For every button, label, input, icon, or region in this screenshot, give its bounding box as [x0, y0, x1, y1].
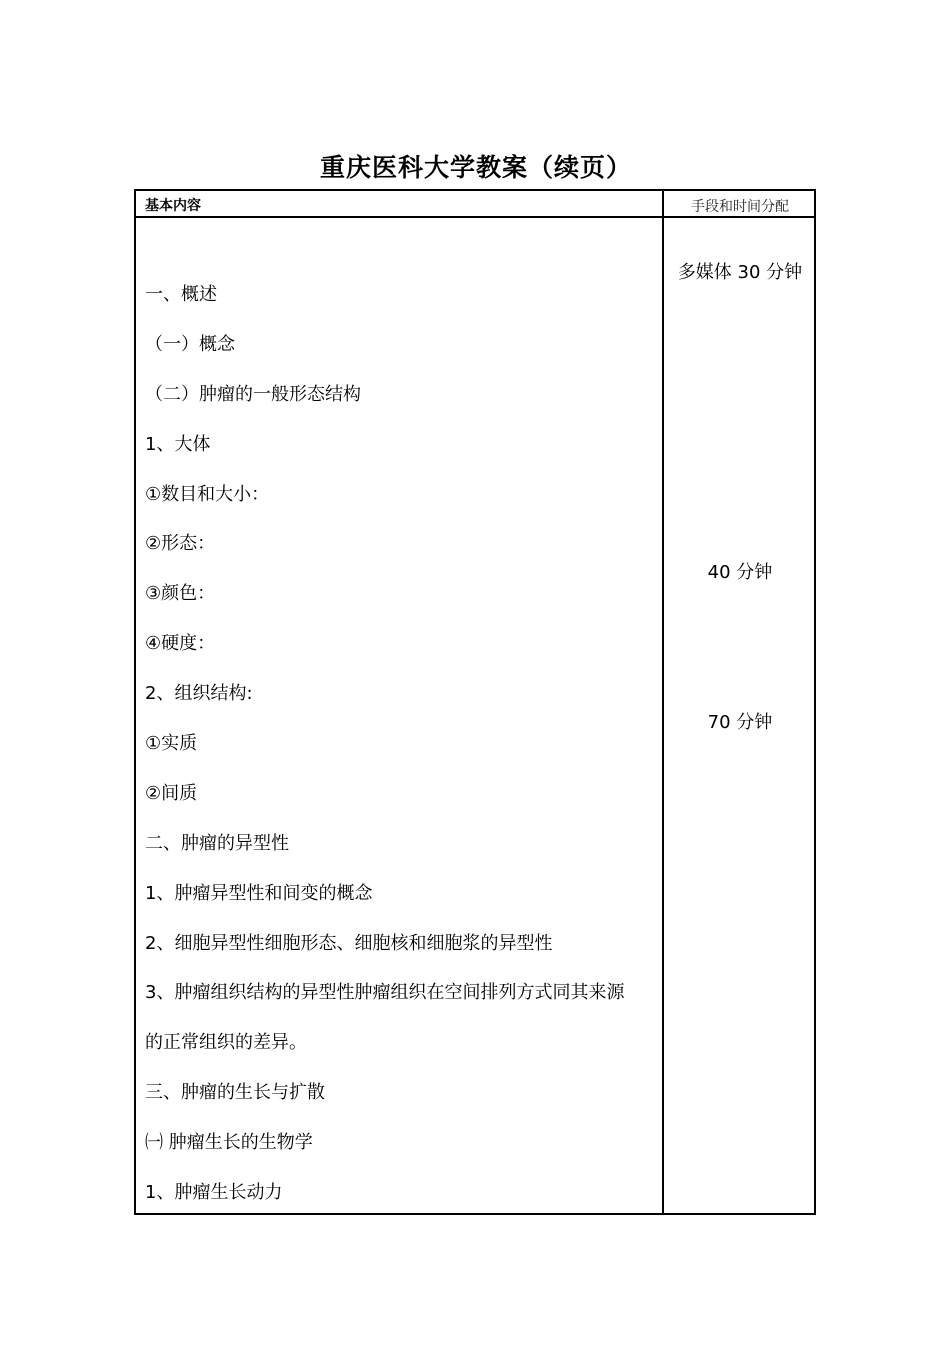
content-line: 1、肿瘤生长动力: [145, 1182, 283, 1204]
column-divider: [662, 191, 664, 1215]
content-line: 的正常组织的差异。: [145, 1032, 307, 1054]
content-line: ①数目和大小：: [145, 483, 270, 505]
content-list: [145, 283, 624, 1231]
content-line: 1、大体: [145, 433, 211, 455]
content-line: ②形态：: [145, 533, 216, 555]
time-note-40: 40 分钟: [707, 562, 773, 583]
content-line: 一、概述: [145, 284, 217, 305]
content-line: ㈠ 肿瘤生长的生物学: [145, 1132, 313, 1154]
header-divider: [136, 216, 816, 218]
content-line: 2、细胞异型性细胞形态、细胞核和细胞浆的异型性: [145, 932, 553, 954]
content-line: 2、组织结构:: [145, 683, 253, 705]
time-note-70: 70 分钟: [707, 712, 773, 733]
content-line: 三、肿瘤的生长与扩散: [145, 1082, 325, 1104]
content-line: ④硬度：: [145, 633, 216, 655]
content-line: 3、肿瘤组织结构的异型性肿瘤组织在空间排列方式同其来源: [145, 982, 625, 1004]
page-title: 重庆医科大学教案（续页）: [319, 153, 632, 182]
lesson-plan-table: [134, 189, 816, 1215]
content-line: （一）概念: [145, 333, 235, 355]
content-line: ③颜色：: [145, 583, 216, 605]
content-line: ①实质: [145, 733, 198, 755]
header-time-allocation: 手段和时间分配: [691, 199, 789, 215]
header-content: 基本内容: [145, 198, 201, 214]
content-line: ②间质: [145, 782, 198, 804]
time-note-multimedia: 多媒体 30 分钟: [677, 262, 803, 283]
content-line: 二、肿瘤的异型性: [145, 832, 289, 854]
content-line: 1、肿瘤异型性和间变的概念: [145, 882, 373, 904]
content-line: （二）肿瘤的一般形态结构: [145, 383, 361, 405]
